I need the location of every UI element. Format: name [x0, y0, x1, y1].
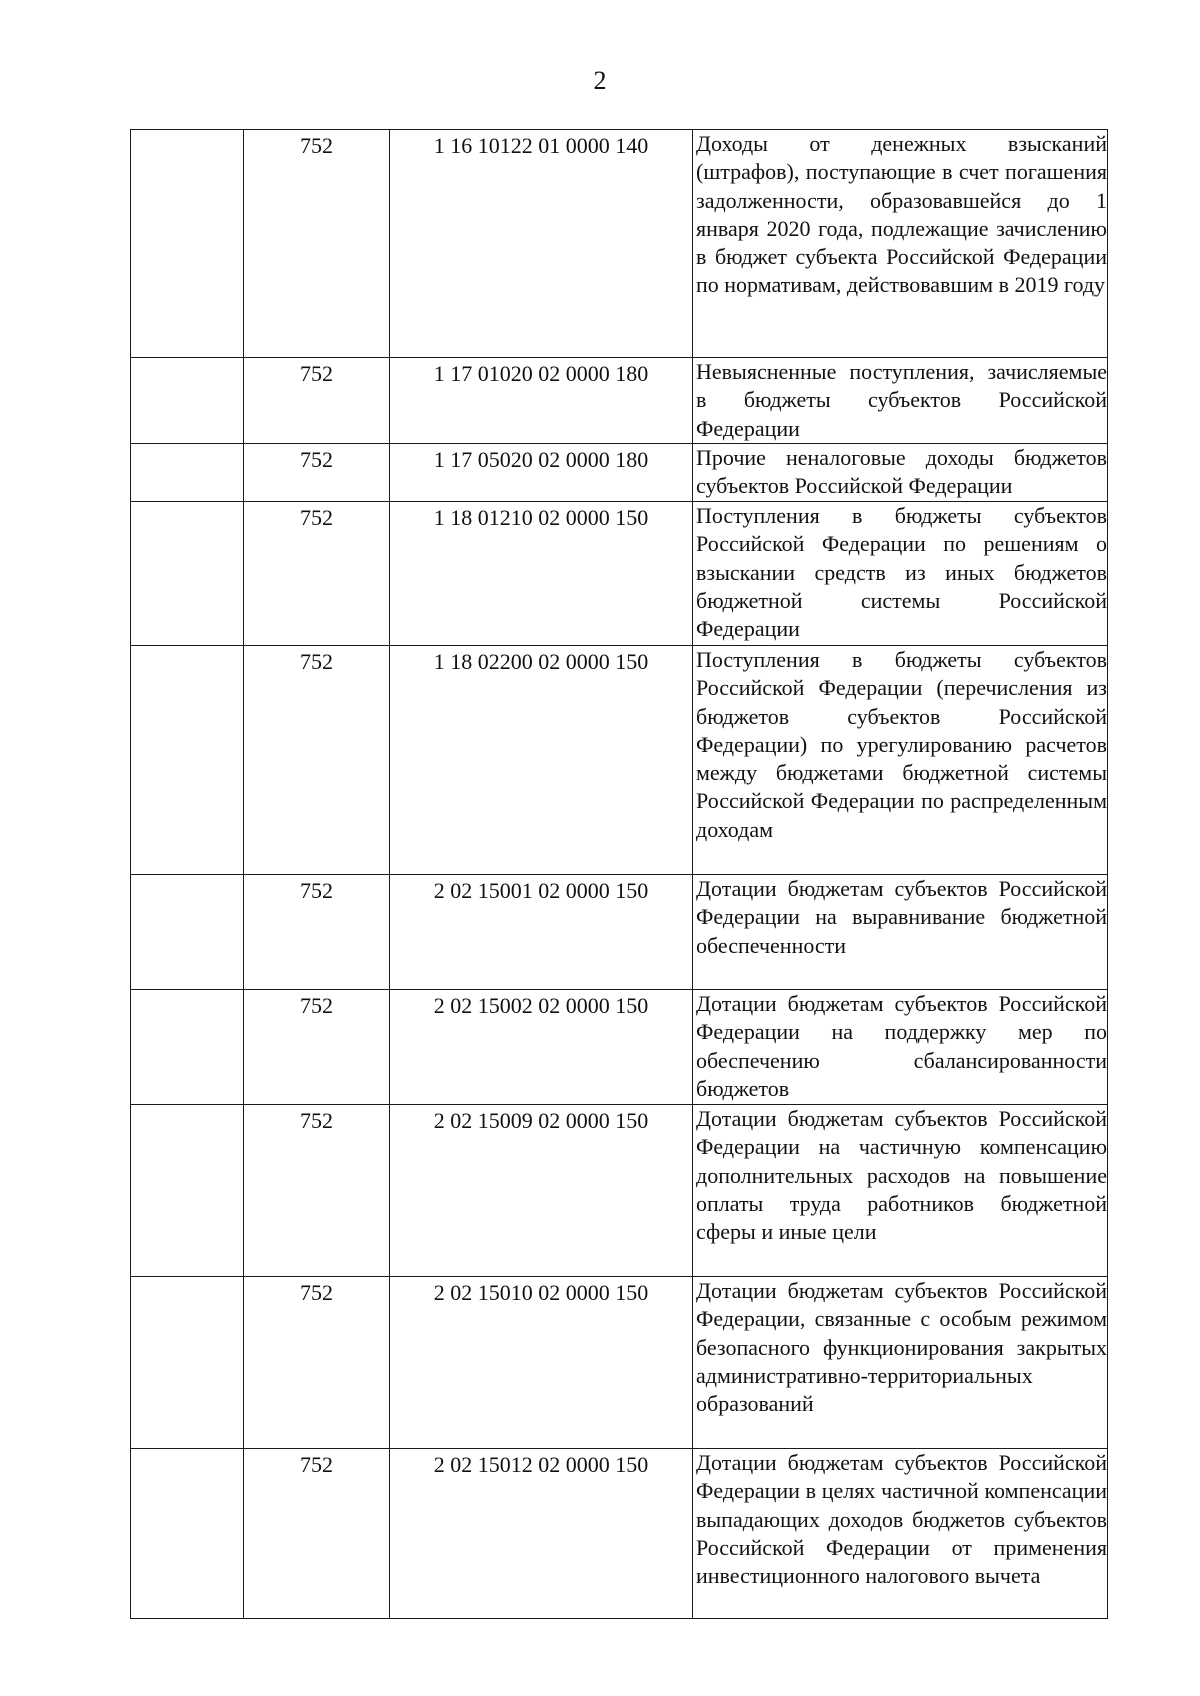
budget-code-cell: 2 02 15002 02 0000 150	[390, 990, 693, 1105]
revenue-name-cell	[693, 1105, 1108, 1277]
budget-revenue-table	[130, 129, 1108, 1619]
table-row	[131, 646, 1108, 875]
admin-code-cell: 752	[244, 444, 390, 502]
revenue-name-cell	[693, 130, 1108, 358]
revenue-name-text: Поступления в бюджеты субъектов Российской Федерации (перечисления из бюджетов субъектов Российской Федерации) по урегулированию расчетов между бюджетами бюджетной системы Российской Федерации по распределенным доходам	[696, 647, 1107, 842]
empty-cell	[131, 1105, 244, 1277]
table-row	[131, 130, 1108, 358]
admin-code-cell: 752	[244, 358, 390, 444]
table-row	[131, 1277, 1108, 1449]
budget-code-cell: 2 02 15009 02 0000 150	[390, 1105, 693, 1277]
table-row	[131, 990, 1108, 1105]
budget-code-cell: 1 17 01020 02 0000 180	[390, 358, 693, 444]
empty-cell	[131, 990, 244, 1105]
revenue-name-cell	[693, 1277, 1108, 1449]
revenue-name-cell	[693, 1449, 1108, 1619]
budget-code-cell: 1 18 01210 02 0000 150	[390, 502, 693, 646]
budget-code-cell: 1 16 10122 01 0000 140	[390, 130, 693, 358]
revenue-name-text: Поступления в бюджеты субъектов Российской Федерации по решениям о взыскании средств из иных бюджетов бюджетной системы Российской Федерации	[696, 503, 1107, 642]
table-row	[131, 1105, 1108, 1277]
budget-code-cell: 1 17 05020 02 0000 180	[390, 444, 693, 502]
revenue-name-text: Дотации бюджетам субъектов Российской Федерации на выравнивание бюджетной обеспеченности	[696, 876, 1107, 958]
revenue-name-cell	[693, 502, 1108, 646]
revenue-name-text: Невыясненные поступления, зачисляемые в бюджеты субъектов Российской Федерации	[696, 359, 1107, 441]
revenue-name-cell	[693, 875, 1108, 990]
table-row	[131, 444, 1108, 502]
empty-cell	[131, 875, 244, 990]
revenue-name-cell	[693, 444, 1108, 502]
revenue-name-cell	[693, 990, 1108, 1105]
revenue-name-cell	[693, 646, 1108, 875]
table-row	[131, 502, 1108, 646]
admin-code-cell: 752	[244, 875, 390, 990]
revenue-name-text: Прочие неналоговые доходы бюджетов субъектов Российской Федерации	[696, 445, 1107, 499]
budget-code-cell: 2 02 15012 02 0000 150	[390, 1449, 693, 1619]
table-row	[131, 1449, 1108, 1619]
empty-cell	[131, 130, 244, 358]
admin-code-cell: 752	[244, 502, 390, 646]
admin-code-cell: 752	[244, 990, 390, 1105]
revenue-name-text: Дотации бюджетам субъектов Российской Федерации в целях частичной компенсации выпадающих доходов бюджетов субъектов Российской Федерации от применения инвестиционного налогового вычета	[696, 1450, 1107, 1589]
empty-cell	[131, 444, 244, 502]
table-row	[131, 875, 1108, 990]
revenue-name-text: Дотации бюджетам субъектов Российской Федерации на частичную компенсацию дополнительных расходов на повышение оплаты труда работников бюджетной сферы и иные цели	[696, 1106, 1107, 1245]
admin-code-cell: 752	[244, 1277, 390, 1449]
revenue-name-text: Дотации бюджетам субъектов Российской Федерации на поддержку мер по обеспечению сбалансированности бюджетов	[696, 991, 1107, 1101]
budget-code-cell: 2 02 15001 02 0000 150	[390, 875, 693, 990]
admin-code-cell: 752	[244, 1449, 390, 1619]
empty-cell	[131, 646, 244, 875]
budget-code-cell: 2 02 15010 02 0000 150	[390, 1277, 693, 1449]
revenue-name-cell	[693, 358, 1108, 444]
budget-code-cell: 1 18 02200 02 0000 150	[390, 646, 693, 875]
empty-cell	[131, 1277, 244, 1449]
empty-cell	[131, 1449, 244, 1619]
revenue-name-text: Дотации бюджетам субъектов Российской Федерации, связанные с особым режимом безопасного функционирования закрытых административно-территориальных образований	[696, 1278, 1107, 1417]
admin-code-cell: 752	[244, 1105, 390, 1277]
table-row	[131, 358, 1108, 444]
empty-cell	[131, 502, 244, 646]
page-number: 2	[593, 66, 607, 95]
admin-code-cell: 752	[244, 130, 390, 358]
admin-code-cell: 752	[244, 646, 390, 875]
revenue-name-text: Доходы от денежных взысканий (штрафов), поступающие в счет погашения задолженности, образовавшейся до 1 января 2020 года, подлежащие зачислению в бюджет субъекта Российской Федерации по нормативам, действовавшим в 2019 году	[696, 131, 1107, 298]
empty-cell	[131, 358, 244, 444]
